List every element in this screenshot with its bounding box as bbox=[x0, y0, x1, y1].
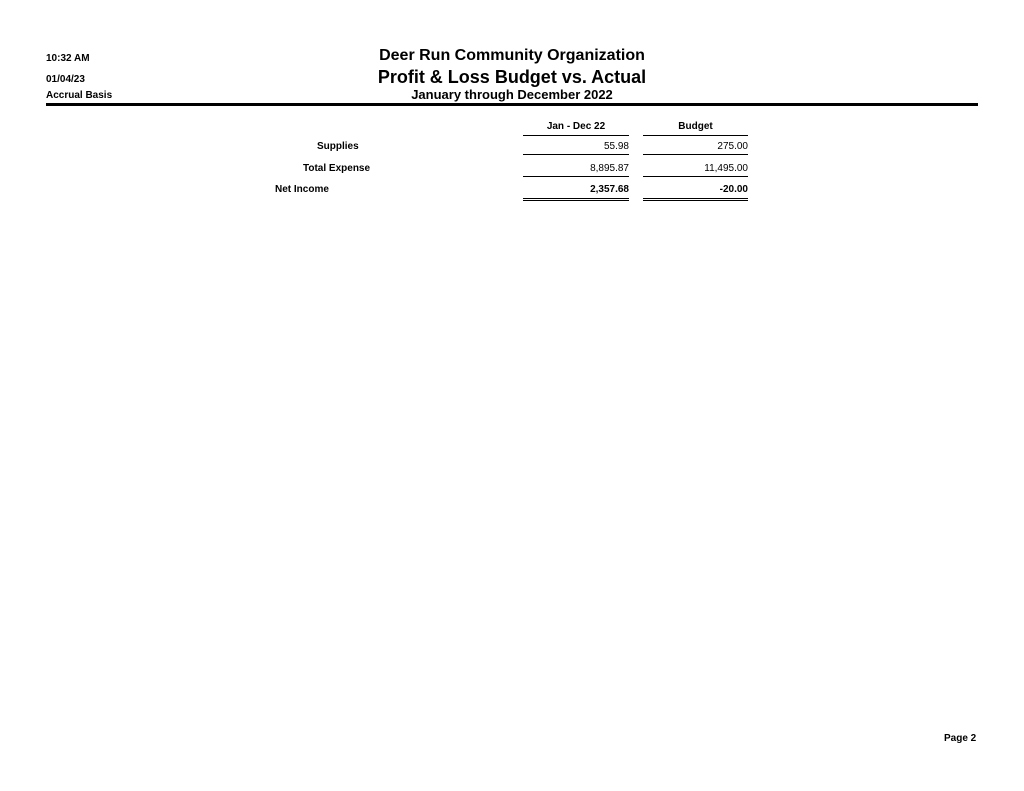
total-expense-budget-value: 11,495.00 bbox=[704, 163, 748, 174]
total-expense-actual-underline bbox=[523, 176, 629, 177]
net-income-actual-value: 2,357.68 bbox=[590, 184, 629, 195]
accounting-basis: Accrual Basis bbox=[46, 90, 113, 101]
row-label-total-expense: Total Expense bbox=[303, 163, 371, 174]
column-header-actual: Jan - Dec 22 bbox=[523, 121, 629, 136]
net-income-budget-double-underline bbox=[643, 198, 748, 201]
report-title: Profit & Loss Budget vs. Actual bbox=[377, 67, 647, 87]
total-expense-actual-value: 8,895.87 bbox=[590, 163, 629, 174]
report-date: 01/04/23 bbox=[46, 74, 85, 85]
supplies-budget-value: 275.00 bbox=[717, 141, 748, 152]
report-time: 10:32 AM bbox=[46, 53, 90, 64]
report-period: January through December 2022 bbox=[411, 87, 613, 102]
net-income-budget-value: -20.00 bbox=[719, 184, 748, 195]
header-divider bbox=[46, 103, 978, 106]
total-expense-budget-underline bbox=[643, 176, 748, 177]
page-number: Page 2 bbox=[944, 733, 977, 744]
row-label-net-income: Net Income bbox=[275, 184, 329, 195]
supplies-budget-underline bbox=[643, 154, 748, 155]
supplies-actual-underline bbox=[523, 154, 629, 155]
supplies-actual-value: 55.98 bbox=[603, 141, 629, 152]
row-label-supplies: Supplies bbox=[317, 141, 359, 152]
net-income-actual-double-underline bbox=[523, 198, 629, 201]
column-header-budget: Budget bbox=[643, 121, 748, 136]
organization-name: Deer Run Community Organization bbox=[379, 47, 645, 64]
